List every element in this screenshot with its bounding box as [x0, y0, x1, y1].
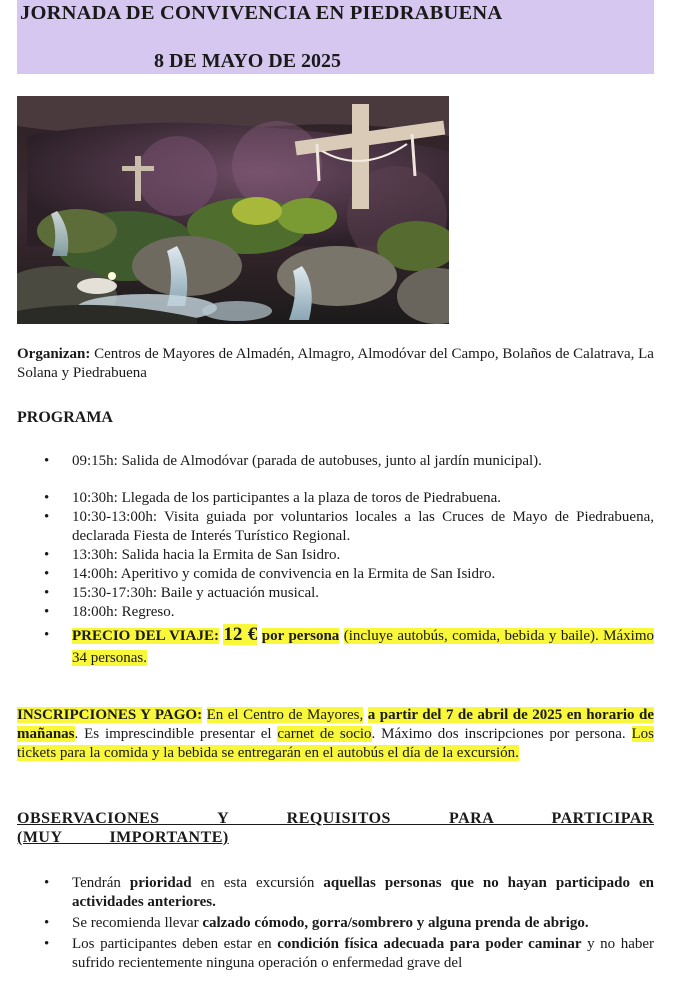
observations-heading-main: OBSERVACIONES Y REQUISITOS PARA PARTICIPAR — [17, 810, 654, 827]
programa-heading: PROGRAMA — [17, 409, 113, 426]
event-date: 8 DE MAYO DE 2025 — [154, 50, 342, 72]
list-item: • 09:15h: Salida de Almodóvar (parada de autobuses, junto al jardín municipal). — [17, 452, 654, 471]
list-item — [17, 874, 654, 912]
page-title: JORNADA DE CONVIVENCIA EN PIEDRABUENA — [20, 2, 503, 24]
list-item — [17, 914, 654, 933]
organizers-paragraph — [17, 345, 654, 383]
registration-label: INSCRIPCIONES Y PAGO: — [17, 707, 203, 723]
registration-date: a partir del 7 de abril de 2025 en horario de mañanas — [17, 707, 655, 742]
registration-text: . Es imprescindible presentar el — [74, 726, 272, 742]
list-item: • 10:30h: Llegada de los participantes a la plaza de toros de Piedrabuena. — [17, 489, 654, 508]
registration-tickets: Los tickets para la comida y la bebida se entregarán en el autobús el día de la excursión. — [17, 726, 655, 761]
obs-bold: prioridad — [129, 875, 192, 891]
registration-paragraph — [17, 706, 654, 763]
cross-grotto-photo — [17, 96, 449, 324]
observations-heading — [17, 809, 654, 847]
list-item: • 18:00h: Regreso. — [17, 603, 654, 622]
obs-text: en esta excursión — [191, 875, 324, 891]
obs-text: Se recomienda llevar — [72, 915, 203, 931]
obs-text: Tendrán — [72, 875, 130, 891]
price-detail: (incluye autobús, comida, bebida y baile). Máximo 34 personas. — [72, 628, 655, 666]
price-label: PRECIO DEL VIAJE: — [72, 628, 219, 644]
program-list — [17, 452, 654, 669]
obs-text: y no haber sufrido recientemente ninguna operación o enfermedad grave del — [72, 936, 655, 971]
observations-list — [17, 874, 654, 973]
obs-bold: condición física adecuada para poder caminar — [277, 936, 582, 952]
registration-limit: . Máximo dos inscripciones por persona. — [371, 726, 626, 742]
list-item: • 10:30-13:00h: Visita guiada por voluntarios locales a las Cruces de Mayo de Piedrabuena, declarada Fiesta de Interés Turístico Regional. — [17, 508, 654, 546]
event-photo — [17, 96, 449, 324]
registration-card: carnet de socio — [277, 726, 372, 742]
list-item: • 14:00h: Aperitivo y comida de convivencia en la Ermita de San Isidro. — [17, 565, 654, 584]
title-banner — [17, 0, 654, 74]
organizers-text: Centros de Mayores de Almadén, Almagro, Almodóvar del Campo, Bolaños de Calatrava, La Solana y Piedrabuena — [17, 346, 654, 381]
obs-bold: aquellas personas que no hayan participado en actividades anteriores. — [72, 875, 655, 910]
obs-bold: calzado cómodo, gorra/sombrero y alguna prenda de abrigo. — [202, 915, 589, 931]
list-item — [17, 935, 654, 973]
registration-place: En el Centro de Mayores, — [206, 707, 364, 723]
observations-heading-tail: (MUY IMPORTANTE) — [17, 829, 229, 846]
list-item: • 13:30h: Salida hacia la Ermita de San Isidro. — [17, 546, 654, 565]
obs-text: Los participantes deben estar en — [72, 936, 278, 952]
organizers-label: Organizan: — [17, 346, 91, 362]
price-per: por persona — [261, 628, 340, 644]
price-item — [17, 624, 654, 669]
price-amount: 12 € — [223, 624, 258, 645]
list-item: • 15:30-17:30h: Baile y actuación musical. — [17, 584, 654, 603]
